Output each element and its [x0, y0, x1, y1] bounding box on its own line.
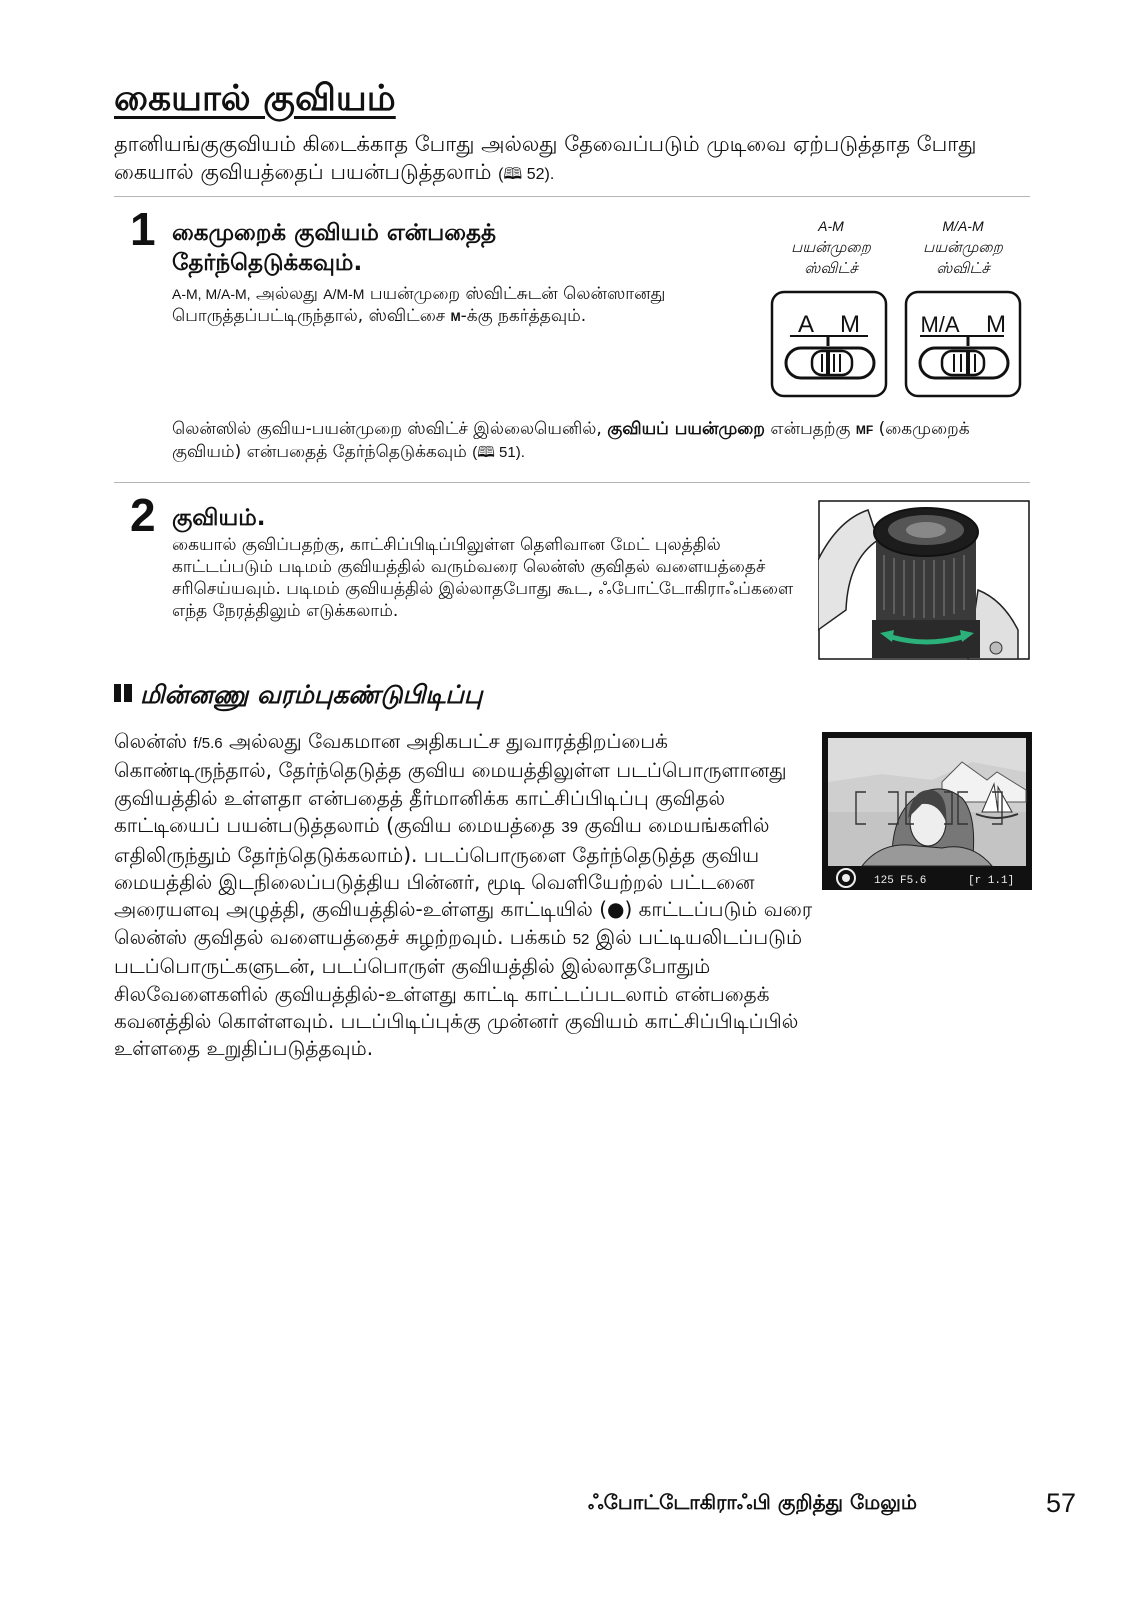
intro-page-ref: (🕮 52).: [498, 166, 555, 183]
note-end: (கைமுறைக் குவியம்) என்பதைத் தேர்ந்தெடுக்கவும்: [172, 419, 970, 462]
page-number: 57: [1046, 1488, 1077, 1518]
step-1-or: அல்லது: [255, 284, 318, 304]
step-1-codes: A-M, M/A-M,: [172, 286, 251, 302]
switch-right-label-b: M: [986, 311, 1006, 338]
switch-left-illustration: [770, 290, 890, 400]
rf-text-a: லென்ஸ்: [114, 729, 188, 753]
step-1-note: [172, 418, 1032, 464]
footer-section-label: ஃபோட்டோகிராஃபி குறித்து மேலும்: [588, 1490, 917, 1514]
switch-left-label-a: A: [797, 311, 815, 338]
switch-right-caption-1: பயன்முறை: [923, 238, 1003, 256]
vf-shutter-readout: 125: [874, 875, 894, 887]
switch-left-caption-2: ஸ்விட்ச்: [804, 259, 858, 277]
switch-left-caption-1: பயன்முறை: [791, 238, 871, 256]
vf-aperture-readout: F5.6: [900, 875, 927, 887]
step-1-number: 1: [130, 203, 156, 255]
note-page-ref: (🕮 51).: [472, 444, 525, 461]
vf-right-readout: [r 1.1]: [968, 875, 1015, 887]
rangefinder-body: [114, 728, 814, 1063]
switch-left-caption: [766, 216, 896, 279]
rf-points-count: 39: [561, 819, 579, 837]
switch-left-code: A-M: [818, 218, 844, 234]
rangefinder-heading-text: மின்னணு வரம்புகண்டுபிடிப்பு: [140, 680, 483, 709]
lens-focus-ring-illustration: [818, 500, 1030, 660]
step-1-end: -க்கு நகர்த்தவும்.: [460, 306, 587, 326]
step-1-body: [172, 283, 752, 328]
step-1-m-code: M: [450, 310, 461, 324]
intro-paragraph: [114, 130, 1014, 189]
step-2-body: கையால் குவிப்பதற்கு, காட்சிப்பிடிப்பிலுள்ள தெளிவான மேட் புலத்தில் காட்டப்படும் படிமம் குவியத்தில் வரும்வரை லென்ஸ் குவிதல் வளையத்தைச் சரிசெய்யவும். படிமம் குவியத்தில் இல்லாதபோது கூட, ஃபோட்டோகிராஃப்களை எந்த நேரத்திலும் எடுக்கலாம்.: [172, 535, 794, 621]
switch-right-caption: [898, 216, 1028, 279]
note-menu-item: குவியப் பயன்முறை: [607, 419, 765, 439]
rf-text-d: இல் பட்டியலிடப்படும் படப்பொருட்களுடன், படப்பொருள் குவியத்தில் இல்லாதபோதும் சிலவேளைகளில் குவியத்தில்-உள்ளது காட்டி காட்டப்படலாம் என்பதைக் கவனத்தில் கொள்ளவும். படப்பிடிப்புக்கு முன்னர் குவியம் காட்சிப்பிடிப்பில் உள்ளதை உறுதிப்படுத்தவும்.: [114, 924, 803, 1061]
note-mid: என்பதற்கு: [770, 419, 851, 439]
note-mf-code: MF: [855, 423, 874, 437]
step-1-heading: கைமுறைக் குவியம் என்பதைத் தேர்ந்தெடுக்கவும்.: [172, 220, 496, 276]
switch-right-caption-2: ஸ்விட்ச்: [936, 259, 990, 277]
rf-page-ref: 52: [572, 930, 590, 948]
viewfinder-illustration: [822, 732, 1032, 890]
switch-right-label-a: M/A: [920, 312, 960, 337]
divider-top: [114, 196, 1030, 197]
intro-text: தானியங்குகுவியம் கிடைக்காத போது அல்லது தேவைப்படும் முடிவை ஏற்படுத்தாத போது கையால் குவியத்தைப் பயன்படுத்தலாம்: [114, 132, 977, 184]
switch-left-label-b: M: [840, 311, 860, 338]
switch-right-illustration: [904, 290, 1024, 400]
section-marker-icon: [114, 684, 132, 702]
step-1-rest: பயன்முறை ஸ்விட்சுடன் லென்ஸானது பொருத்தப்பட்டிருந்தால், ஸ்விட்சை: [172, 284, 666, 326]
switch-right-code: M/A-M: [942, 218, 984, 234]
rf-text-c: குவிய மையங்களில் எதிலிருந்தும் தேர்ந்தெடுக்கலாம்). படப்பொருளை தேர்ந்தெடுத்த குவிய மையத்தில் இடநிலைப்படுத்திய பின்னர், மூடி வெளியேற்றல் பட்டனை அரையளவு அழுத்தி, குவியத்தில்-உள்ளது காட்டியில் (●) காட்டப்படும் வரை லென்ஸ் குவிதல் வளையத்தைச் சுழற்றவும். பக்கம்: [114, 813, 813, 949]
page-title: கையால் குவியம்: [114, 78, 396, 119]
rf-fnumber: f/5.6: [193, 735, 223, 752]
step-1-code2: A/M-M: [323, 286, 365, 302]
rf-text-b: அல்லது வேகமான அதிகபட்ச துவாரத்திறப்பைக் கொண்டிருந்தால், தேர்ந்தெடுத்த குவிய மையத்திலுள்ள படப்பொருளானது குவியத்தில் உள்ளதா என்பதைத் தீர்மானிக்க காட்சிப்பிடிப்பு குவிதல் காட்டியைப் பயன்படுத்தலாம் (குவிய மையத்தை: [114, 729, 787, 838]
step-2-heading: குவியம்.: [172, 505, 266, 531]
note-pre: லென்ஸில் குவிய-பயன்முறை ஸ்விட்ச் இல்லையெனில்,: [172, 419, 602, 439]
rangefinder-heading: [114, 680, 482, 713]
divider-middle: [114, 482, 1030, 483]
step-2-number: 2: [130, 489, 156, 541]
